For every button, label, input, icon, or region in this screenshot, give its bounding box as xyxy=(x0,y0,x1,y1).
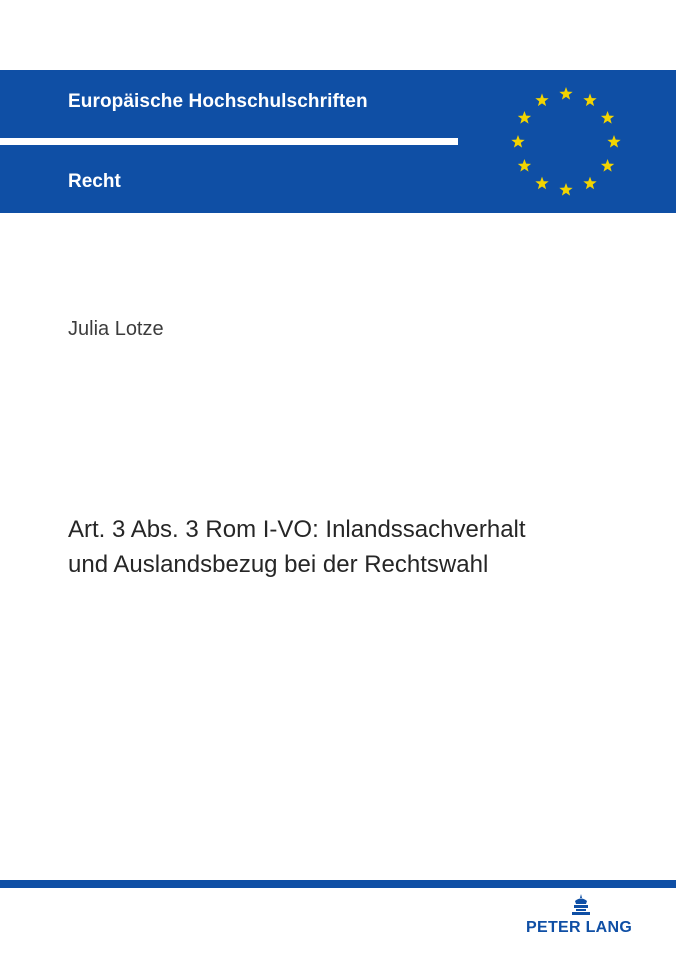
bottom-divider xyxy=(0,880,676,888)
eu-star-icon xyxy=(601,111,614,124)
eu-star-icon xyxy=(601,159,614,172)
eu-star-icon xyxy=(583,93,596,106)
eu-star-icon xyxy=(559,87,572,100)
series-title: Europäische Hochschulschriften xyxy=(68,91,368,112)
eu-star-icon xyxy=(535,93,548,106)
author-name: Julia Lotze xyxy=(68,318,164,340)
series-subject: Recht xyxy=(68,171,121,192)
eu-star-icon xyxy=(535,177,548,190)
series-divider xyxy=(0,138,458,145)
eu-star-icon xyxy=(607,135,620,148)
eu-star-icon xyxy=(583,177,596,190)
eu-star-icon xyxy=(518,111,531,124)
eu-star-icon xyxy=(518,159,531,172)
eu-star-icon xyxy=(559,183,572,196)
publisher-logo-icon xyxy=(569,893,593,917)
publisher-name: PETER LANG xyxy=(526,919,633,936)
book-title-line-2: und Auslandsbezug bei der Rechtswahl xyxy=(68,551,489,578)
book-title xyxy=(68,512,658,582)
eu-star-icon xyxy=(511,135,524,148)
book-title-line-1: Art. 3 Abs. 3 Rom I-VO: Inlandssachverhalt xyxy=(68,516,526,543)
eu-stars-icon xyxy=(504,80,628,204)
